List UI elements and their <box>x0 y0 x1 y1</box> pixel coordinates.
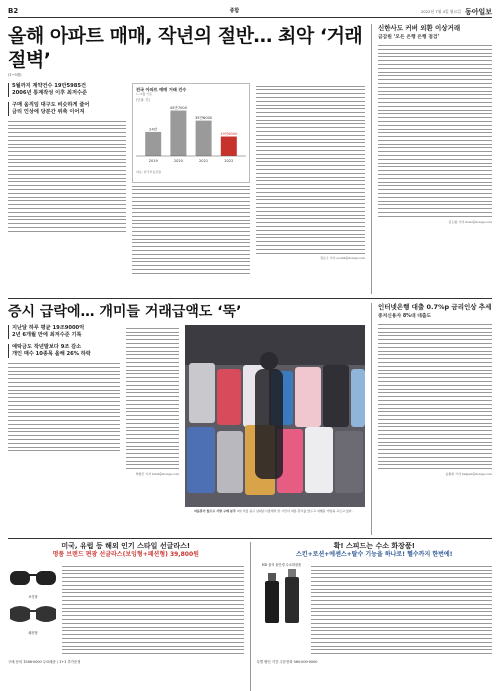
photo-caption <box>194 509 365 513</box>
ad1-footer: 구매 문의 1588-0000 무료배송 / 1+1 추가증정 <box>8 659 81 664</box>
chart-box <box>132 83 250 183</box>
chart-category-label: 2019 <box>148 159 158 164</box>
section-title: 종합 <box>229 8 240 15</box>
ad1-sub: 명품 브랜드 편광 선글라스(보잉형+패션형) 39,800원 <box>52 551 199 558</box>
lead-subtitle: (1~5월) <box>8 73 22 77</box>
ad2-label: HD 물의 물안경 수소화장품 <box>261 563 302 567</box>
bottom-section <box>8 303 492 535</box>
side-article-2 <box>371 303 492 535</box>
masthead-right <box>421 7 492 16</box>
stocks-deck-2 <box>8 344 120 358</box>
ad-cosmetics <box>257 542 493 691</box>
chart-value-label: 19만6000 <box>220 132 238 137</box>
side2-headline: 인터넷은행 대출 0.7%p 금리인상 추세 <box>378 303 492 311</box>
stocks-headline: 증시 급락에… 개미들 거래급액도 ‘뚝’ <box>8 304 242 320</box>
deck-line: 개인 매수 10종목 올해 26% 하락 <box>12 351 91 357</box>
chart-bar <box>221 137 237 156</box>
side-sub: 금감원 ‘모든 은행 은행 점검’ <box>378 34 440 40</box>
deck-line: 구매 움직임 대구도 비슷하게 줄어 <box>12 101 90 108</box>
luggage-photo <box>185 325 365 507</box>
deck-line: 5월까지 계약건수 19만5985건 <box>12 82 86 89</box>
side2-sub: 중저신용자 8%대 대출도 <box>378 313 432 319</box>
deck-line: 금리 인상에 당분간 위축 이어져 <box>12 108 85 115</box>
side-credit: 김도형 기자 dodo@donga.com <box>448 219 492 224</box>
ad-sunglasses <box>8 542 251 691</box>
ad2-sub: 스킨+로션+에센스+탈수 기능을 하나로! 헬수까지 한번에! <box>296 551 453 558</box>
stocks-article <box>8 303 371 535</box>
chart-svg <box>136 96 246 168</box>
ad2-footer: 특별 할인 기간 주문전화 080-000-0000 <box>256 659 318 664</box>
body-text <box>132 186 250 274</box>
chart-note: 1~5월 기준 <box>136 92 152 97</box>
sunglasses-icon <box>8 563 58 593</box>
body-text <box>8 121 126 232</box>
ads-section <box>8 538 492 691</box>
chart-source: 자료: 한국부동산원 <box>136 170 162 175</box>
body-text <box>378 45 492 217</box>
chart-value-label: 45만7000 <box>169 106 188 111</box>
lead-article <box>8 24 371 294</box>
chart-category-label: 2020 <box>173 159 183 164</box>
ad1-headline: 미국, 유럽 등 해외 인기 스타일 선글라스! <box>61 542 191 550</box>
deck-line: 2006년 통계작성 이후 최저수준 <box>12 89 87 96</box>
stocks-credit: 박종민 기자 blick@donga.com <box>135 472 179 477</box>
page-number: B2 <box>8 6 19 15</box>
body-text <box>378 324 492 469</box>
cosmetic-bottle-icon <box>257 567 307 627</box>
chart-value-label: 24만 <box>149 127 158 132</box>
chart-category-label: 2022 <box>224 159 234 164</box>
divider <box>8 298 492 299</box>
deck-line: 예탁금도 작년말보다 9조 감소 <box>12 344 82 350</box>
lead-deck <box>8 83 126 97</box>
stocks-deck <box>8 325 120 339</box>
lead-credit: 정순구 기자 soon9@donga.com <box>319 256 365 261</box>
chart-bar <box>170 111 186 156</box>
chart-ylabel: (단위: 건) <box>136 98 150 103</box>
luggage-image <box>185 325 365 507</box>
date: 2022년 7월 4일 월요일 <box>420 8 461 14</box>
chart-title: 전국 아파트 매매 거래 건수 <box>136 86 187 92</box>
lead-headline: 올해 아파트 매매, 작년의 절반… 최악 ‘거래절벽’ <box>8 25 363 71</box>
ad1-body <box>62 563 244 657</box>
paper-logo: 동아일보 <box>464 6 492 16</box>
chart-category-label: 2021 <box>199 159 209 164</box>
deck-line: 2년 6개월 만에 최저수준 기록 <box>12 332 82 338</box>
ad1-label-1: 보잉형 <box>28 594 38 599</box>
side-headline: 신한사도 커버 외환 이상거래 <box>378 24 461 32</box>
top-section <box>8 24 492 294</box>
ad1-label-2: 패션형 <box>28 631 38 635</box>
body-text <box>8 363 120 451</box>
deck-line: 지난달 하루 평균 19조9000억 <box>12 325 85 331</box>
ad2-headline: 확! 스피드는 수소 화장품! <box>333 542 415 550</box>
chart-value-label: 35만6000 <box>194 116 213 121</box>
photo-caption-text: 3일 서울 중구 남대문시장에서 한 시민이 여름 휴가를 앞두고 여행용 가방을 고르고 있다. <box>236 509 353 513</box>
body-text <box>126 328 179 469</box>
photo-caption-title: 여름휴가 앞두고 가방 구매 분주 <box>194 509 236 513</box>
ad2-body <box>311 563 493 657</box>
chart-bar <box>145 132 161 156</box>
chart-bar <box>196 121 212 156</box>
sunglasses-icon <box>8 599 58 629</box>
body-text <box>256 86 365 254</box>
lead-deck-2 <box>8 102 126 116</box>
side-article <box>371 24 492 294</box>
side2-credit: 송충현 기자 balgun@donga.com <box>445 472 492 477</box>
masthead <box>8 6 492 18</box>
